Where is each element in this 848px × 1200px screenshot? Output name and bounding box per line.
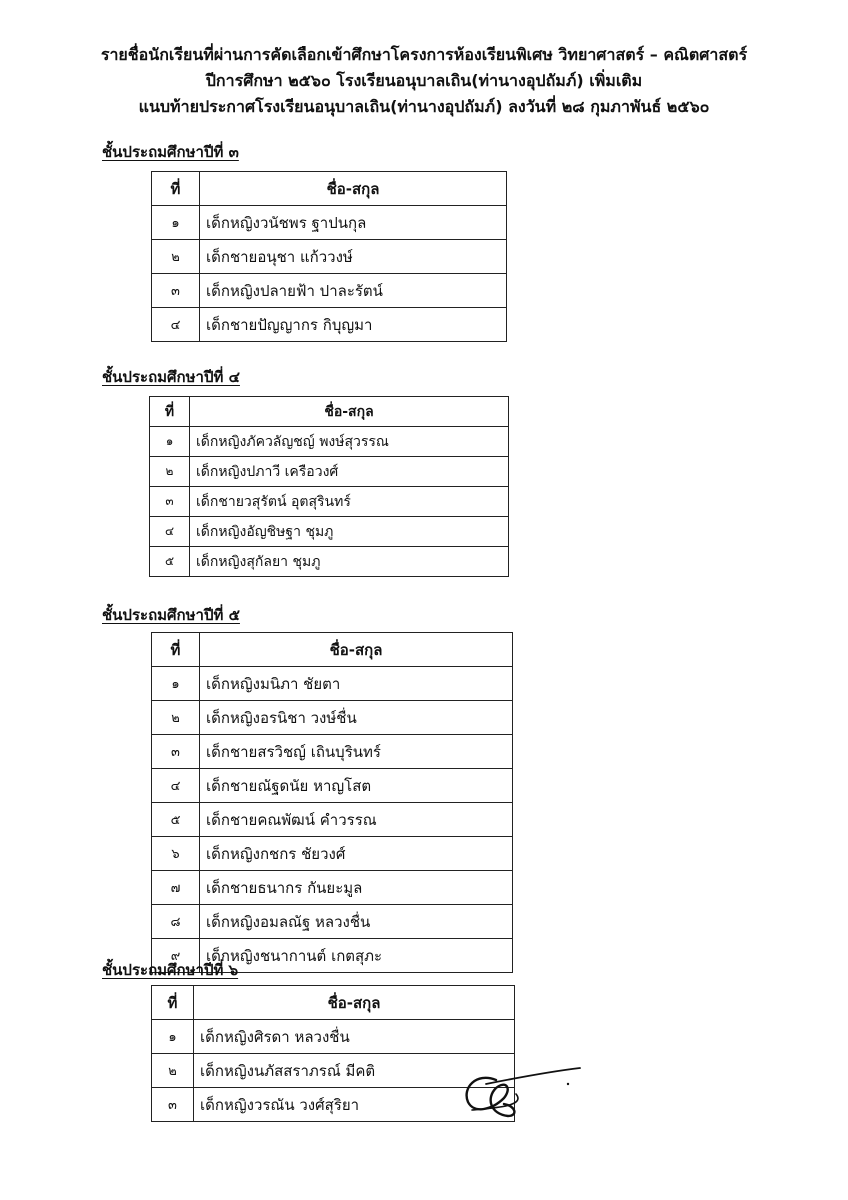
col-header-no: ที่ [152, 633, 200, 667]
col-header-name: ชื่อ-สกุล [200, 633, 513, 667]
header-line-2: ปีการศึกษา ๒๕๖๐ โรงเรียนอนุบาลเถิน(ท่านางอุปถัมภ์) เพิ่มเติม [205, 71, 643, 90]
row-name: เด็กชายณัฐดนัย หาญโสต [200, 769, 513, 803]
row-name: เด็กชายปัญญากร กิบุญมา [200, 308, 507, 342]
row-name: เด็กหญิงภัควลัญชญ์ พงษ์สุวรรณ [190, 427, 509, 457]
row-name: เด็กหญิงปภาวี เครือวงศ์ [190, 457, 509, 487]
row-name: เด็กชายอนุชา แก้ววงษ์ [200, 240, 507, 274]
header-line-3: แนบท้ายประกาศโรงเรียนอนุบาลเถิน(ท่านางอุปถัมภ์) ลงวันที่ ๒๘ กุมภาพันธ์ ๒๕๖๐ [138, 97, 710, 116]
col-header-no: ที่ [152, 986, 194, 1020]
row-name: เด็กชายสรวิชญ์ เถินบุรินทร์ [200, 735, 513, 769]
table-row [152, 871, 513, 905]
col-header-name: ชื่อ-สกุล [200, 172, 507, 206]
col-header-name: ชื่อ-สกุล [194, 986, 515, 1020]
header-line-1: รายชื่อนักเรียนที่ผ่านการคัดเลือกเข้าศึกษาโครงการห้องเรียนพิเศษ วิทยาศาสตร์ – คณิตศาสตร์ [100, 45, 748, 64]
row-no: ๓ [152, 735, 200, 769]
row-name: เด็กหญิงสุกัลยา ชุมภู [190, 547, 509, 577]
row-name: เด็กหญิงวนัชพร ฐาปนกุล [200, 206, 507, 240]
table-row [152, 735, 513, 769]
table-header-row [152, 633, 513, 667]
row-name: เด็กชายคณพัฒน์ คำวรรณ [200, 803, 513, 837]
row-name: เด็กหญิงชนากานต์ เกตสุภะ [200, 939, 513, 973]
table-row [152, 837, 513, 871]
table-row [150, 487, 509, 517]
table-row [150, 457, 509, 487]
table-row [152, 240, 507, 274]
table-row [152, 803, 513, 837]
table-row [152, 769, 513, 803]
table-header-row [152, 986, 515, 1020]
table-grade-4 [149, 396, 509, 577]
section-title-grade-5: ชั้นประถมศึกษาปีที่ ๕ [102, 606, 240, 624]
table-row [152, 206, 507, 240]
row-name: เด็กชายวสุรัตน์ อุตสุรินทร์ [190, 487, 509, 517]
row-name: เด็กชายธนากร กันยะมูล [200, 871, 513, 905]
table-header-row [152, 172, 507, 206]
table-row [152, 667, 513, 701]
table-row [152, 1020, 515, 1054]
table-grade-5 [151, 632, 513, 973]
row-name: เด็กหญิงอมลณัฐ หลวงชื่น [200, 905, 513, 939]
table-row [152, 905, 513, 939]
row-no: ๓ [150, 487, 190, 517]
row-no: ๕ [152, 803, 200, 837]
row-no: ๑ [152, 206, 200, 240]
table-row [152, 308, 507, 342]
row-no: ๑ [150, 427, 190, 457]
row-no: ๔ [150, 517, 190, 547]
row-no: ๖ [152, 837, 200, 871]
col-header-no: ที่ [150, 397, 190, 427]
row-no: ๒ [152, 240, 200, 274]
row-name: เด็กหญิงนภัสสราภรณ์ มีคติ [194, 1054, 515, 1088]
row-name: เด็กหญิงวรณัน วงศ์สุริยา [194, 1088, 515, 1122]
table-row [150, 547, 509, 577]
table-grade-3 [151, 171, 507, 342]
table-row [152, 701, 513, 735]
row-name: เด็กหญิงศิรดา หลวงชื่น [194, 1020, 515, 1054]
row-name: เด็กหญิงปลายฟ้า ปาละรัตน์ [200, 274, 507, 308]
row-no: ๘ [152, 905, 200, 939]
section-title-grade-6: ชั้นประถมศึกษาปีที่ ๖ [102, 961, 239, 979]
row-name: เด็กหญิงมนิภา ชัยตา [200, 667, 513, 701]
row-no: ๗ [152, 871, 200, 905]
table-row [150, 517, 509, 547]
section-title-grade-3: ชั้นประถมศึกษาปีที่ ๓ [102, 143, 239, 161]
col-header-no: ที่ [152, 172, 200, 206]
table-header-row [150, 397, 509, 427]
row-no: ๔ [152, 769, 200, 803]
row-no: ๙ [152, 939, 200, 973]
row-no: ๒ [152, 701, 200, 735]
row-no: ๔ [152, 308, 200, 342]
row-no: ๑ [152, 1020, 194, 1054]
signature-icon [456, 1058, 586, 1128]
row-no: ๒ [152, 1054, 194, 1088]
row-no: ๒ [150, 457, 190, 487]
row-name: เด็กหญิงกชกร ชัยวงศ์ [200, 837, 513, 871]
row-no: ๓ [152, 274, 200, 308]
row-name: เด็กหญิงอรนิชา วงษ์ชื่น [200, 701, 513, 735]
row-name: เด็กหญิงอัญชิษฐา ชุมภู [190, 517, 509, 547]
table-row [150, 427, 509, 457]
table-row [152, 274, 507, 308]
row-no: ๓ [152, 1088, 194, 1122]
section-title-grade-4: ชั้นประถมศึกษาปีที่ ๔ [102, 368, 240, 386]
row-no: ๑ [152, 667, 200, 701]
row-no: ๕ [150, 547, 190, 577]
col-header-name: ชื่อ-สกุล [190, 397, 509, 427]
document-header [0, 42, 848, 120]
